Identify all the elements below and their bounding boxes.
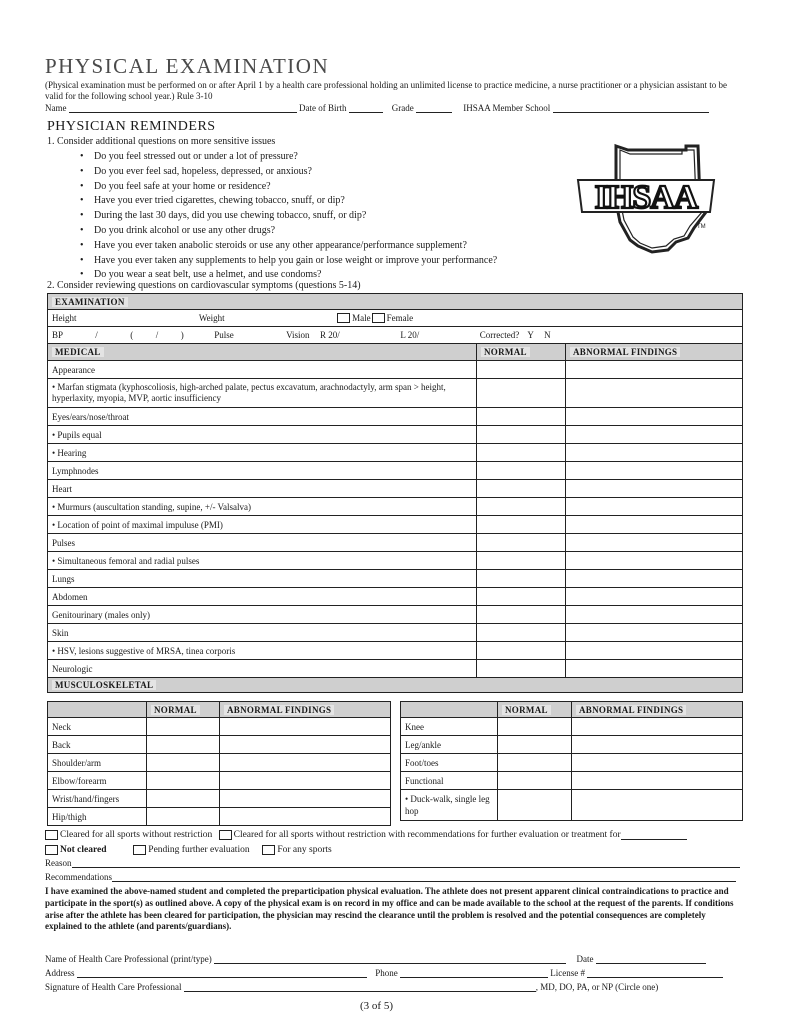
abnormal-cell[interactable] — [572, 790, 743, 821]
dob-label: Date of Birth — [299, 103, 347, 113]
normal-cell[interactable] — [498, 718, 572, 736]
table-row — [48, 408, 743, 426]
blank-header — [401, 702, 498, 718]
abnormal-cell[interactable] — [572, 736, 743, 754]
any-sports-label: For any sports — [277, 845, 332, 856]
row-label: Functional — [401, 772, 498, 790]
abnormal-cell[interactable] — [566, 462, 743, 480]
musculoskeletal-left-table — [47, 701, 391, 826]
cleared-label: Cleared for all sports without restriction — [60, 830, 213, 841]
bp-label: BP — [52, 330, 63, 340]
abnormal-cell[interactable] — [220, 754, 391, 772]
vision-label: Vision — [286, 330, 310, 340]
treatment-for-field[interactable] — [621, 830, 687, 840]
row-label: Neck — [48, 718, 147, 736]
reason-field[interactable] — [72, 858, 740, 868]
abnormal-cell[interactable] — [566, 660, 743, 678]
normal-cell[interactable] — [477, 498, 566, 516]
address-label: Address — [45, 968, 75, 978]
abnormal-cell[interactable] — [572, 754, 743, 772]
normal-cell[interactable] — [498, 754, 572, 772]
musculo-abnormal-header: ABNORMAL FINDINGS — [572, 702, 743, 718]
recommendations-label: Recommendations — [45, 872, 112, 882]
phone-field[interactable] — [400, 968, 548, 978]
date-field[interactable] — [596, 954, 706, 964]
row-label: Hip/thigh — [48, 808, 147, 826]
row-label: Lungs — [48, 570, 477, 588]
logo-tm: TM — [697, 224, 706, 230]
row-label: • Pupils equal — [48, 426, 477, 444]
page-number: (3 of 5) — [360, 1000, 393, 1012]
medical-header: MEDICAL — [48, 344, 477, 361]
abnormal-cell[interactable] — [572, 772, 743, 790]
row-label: Abdomen — [48, 588, 477, 606]
school-field[interactable] — [553, 103, 709, 113]
provider-name-field[interactable] — [214, 954, 566, 964]
table-row — [48, 444, 743, 462]
table-row — [401, 754, 743, 772]
license-label: License # — [550, 968, 585, 978]
female-checkbox[interactable] — [372, 313, 385, 323]
table-row — [48, 570, 743, 588]
recommendations-line — [45, 872, 743, 882]
abnormal-cell[interactable] — [566, 606, 743, 624]
abnormal-cell[interactable] — [220, 736, 391, 754]
abnormal-cell[interactable] — [566, 408, 743, 426]
reason-line — [45, 858, 743, 868]
table-row — [401, 790, 743, 821]
row-label: • Hearing — [48, 444, 477, 462]
list-item: • Do you drink alcohol or use any other drugs? — [80, 224, 497, 239]
bp-slash: / — [95, 330, 98, 340]
name-label: Name — [45, 103, 67, 113]
bp-paren-open: ( — [130, 330, 134, 340]
reminder-item-1: 1. Consider additional questions on more sensitive issues — [47, 136, 276, 147]
list-item: • During the last 30 days, did you use chewing tobacco, snuff, or dip? — [80, 209, 497, 224]
male-checkbox[interactable] — [337, 313, 350, 323]
table-row — [48, 736, 391, 754]
normal-cell[interactable] — [477, 379, 566, 408]
row-label: Heart — [48, 480, 477, 498]
table-row — [401, 718, 743, 736]
table-row — [48, 790, 391, 808]
musculo-abnormal-header: ABNORMAL FINDINGS — [220, 702, 391, 718]
table-row — [48, 462, 743, 480]
school-label: IHSAA Member School — [463, 103, 551, 113]
exam-validity-note: (Physical examination must be performed on or after April 1 by a health care professional holding an unlimited license to practice medicine, a nurse practitioner or a physician assistant to be valid for the following school year.) Rule 3-10 — [45, 80, 728, 101]
musculoskeletal-right-table — [400, 701, 743, 821]
table-row — [48, 808, 391, 826]
table-row — [48, 588, 743, 606]
normal-cell[interactable] — [477, 444, 566, 462]
table-row — [48, 480, 743, 498]
normal-cell[interactable] — [147, 772, 220, 790]
row-label: Genitourinary (males only) — [48, 606, 477, 624]
certification-statement: I have examined the above-named student and completed the preparticipation physical evaluation. The athlete does not present apparent clinical contraindications to practice and participate in the sport(s) as outlined above. A copy of the physical exam is on record in my office and can be made available to the school at the request of the parents. If conditions arise after the athlete has been cleared for participation, the physician may rescind the clearance until the problem is resolved and the potential consequences are completely explained to the athlete (and parents/guardians). — [45, 886, 734, 932]
ihsaa-logo — [576, 142, 716, 257]
page-title: PHYSICAL EXAMINATION — [45, 54, 330, 78]
vision-left-label: L 20/ — [400, 330, 420, 340]
normal-cell[interactable] — [477, 516, 566, 534]
license-field[interactable] — [587, 968, 723, 978]
bp-vision-row — [48, 327, 743, 344]
musculo-normal-header: NORMAL — [147, 702, 220, 718]
row-label: Wrist/hand/fingers — [48, 790, 147, 808]
pulse-label: Pulse — [214, 330, 234, 340]
abnormal-cell[interactable] — [220, 718, 391, 736]
provider-name-line — [45, 954, 745, 964]
height-weight-row — [48, 310, 743, 327]
vision-right-label: R 20/ — [320, 330, 340, 340]
signature-line — [45, 982, 745, 992]
table-row — [48, 772, 391, 790]
table-row — [48, 642, 743, 660]
table-row — [48, 660, 743, 678]
table-row — [401, 736, 743, 754]
pending-checkbox[interactable] — [133, 845, 146, 855]
normal-cell[interactable] — [477, 534, 566, 552]
list-item: • Have you ever tried cigarettes, chewing tobacco, snuff, or dip? — [80, 194, 497, 209]
table-row — [48, 379, 743, 408]
any-sports-checkbox[interactable] — [262, 845, 275, 855]
row-label: • Marfan stigmata (kyphoscoliosis, high-arched palate, pectus excavatum, arachnodactyly, arm span > height, hyperlaxity, myopia, MVP, aortic insufficiency — [48, 379, 477, 408]
grade-label: Grade — [391, 103, 414, 113]
signature-field[interactable] — [184, 982, 536, 992]
table-row — [48, 718, 391, 736]
cleared-checkbox[interactable] — [45, 830, 58, 840]
examination-table — [47, 293, 743, 693]
row-label: • HSV, lesions suggestive of MRSA, tinea corporis — [48, 642, 477, 660]
normal-cell[interactable] — [477, 570, 566, 588]
normal-cell[interactable] — [477, 361, 566, 379]
date-label: Date — [576, 954, 594, 964]
abnormal-cell[interactable] — [566, 361, 743, 379]
abnormal-cell[interactable] — [566, 642, 743, 660]
list-item: • Have you ever taken anabolic steroids or use any other appearance/performance supplement? — [80, 239, 497, 254]
list-item: • Do you feel safe at your home or residence? — [80, 180, 497, 195]
table-row — [48, 361, 743, 379]
bp-paren-close: ) — [180, 330, 184, 340]
abnormal-cell[interactable] — [566, 379, 743, 408]
list-item: • Do you ever feel sad, hopeless, depressed, or anxious? — [80, 165, 497, 180]
abnormal-cell[interactable] — [220, 808, 391, 826]
logo-text: IHSAA — [594, 179, 698, 216]
row-label: Shoulder/arm — [48, 754, 147, 772]
student-info-line — [45, 103, 745, 113]
female-label: Female — [386, 312, 414, 323]
dob-field[interactable] — [349, 103, 383, 113]
row-label: Elbow/forearm — [48, 772, 147, 790]
abnormal-cell[interactable] — [566, 552, 743, 570]
phone-label: Phone — [375, 968, 398, 978]
cleared-with-recommendations-label: Cleared for all sports without restriction with recommendations for further evaluation or treatment for — [233, 830, 621, 841]
table-row — [48, 606, 743, 624]
abnormal-cell[interactable] — [566, 480, 743, 498]
abnormal-cell[interactable] — [566, 426, 743, 444]
row-label: Appearance — [48, 361, 477, 379]
abnormal-cell[interactable] — [566, 570, 743, 588]
table-row — [48, 534, 743, 552]
normal-cell[interactable] — [477, 642, 566, 660]
normal-cell[interactable] — [498, 772, 572, 790]
provider-name-label: Name of Health Care Professional (print/type) — [45, 954, 212, 964]
list-item: • Do you feel stressed out or under a lot of pressure? — [80, 150, 497, 165]
abnormal-cell[interactable] — [220, 790, 391, 808]
recommendations-field[interactable] — [112, 872, 736, 882]
male-label: Male — [352, 312, 371, 323]
list-item: • Have you ever taken any supplements to help you gain or lose weight or improve your performance? — [80, 254, 497, 269]
row-label: • Location of point of maximal impuluse (PMI) — [48, 516, 477, 534]
normal-cell[interactable] — [147, 718, 220, 736]
normal-cell[interactable] — [477, 408, 566, 426]
medical-normal-header: NORMAL — [477, 344, 566, 361]
not-cleared-label: Not cleared — [60, 845, 107, 856]
table-row — [48, 498, 743, 516]
corrected-yes[interactable]: Y — [527, 330, 534, 340]
row-label: Back — [48, 736, 147, 754]
normal-cell[interactable] — [477, 660, 566, 678]
table-row — [401, 772, 743, 790]
medical-abnormal-header: ABNORMAL FINDINGS — [566, 344, 743, 361]
abnormal-cell[interactable] — [566, 516, 743, 534]
normal-cell[interactable] — [147, 808, 220, 826]
normal-cell[interactable] — [498, 790, 572, 821]
row-label: Lymphnodes — [48, 462, 477, 480]
height-label: Height — [52, 312, 77, 323]
corrected-no[interactable]: N — [544, 330, 551, 340]
signature-label: Signature of Health Care Professional — [45, 982, 182, 992]
table-row — [48, 516, 743, 534]
blank-header — [48, 702, 147, 718]
grade-field[interactable] — [416, 103, 452, 113]
address-line — [45, 968, 745, 978]
examination-header: EXAMINATION — [48, 294, 743, 310]
abnormal-cell[interactable] — [572, 718, 743, 736]
normal-cell[interactable] — [477, 588, 566, 606]
row-label: • Murmurs (auscultation standing, supine, +/- Valsalva) — [48, 498, 477, 516]
abnormal-cell[interactable] — [566, 498, 743, 516]
abnormal-cell[interactable] — [566, 534, 743, 552]
reason-label: Reason — [45, 858, 72, 868]
bp-slash-2: / — [155, 330, 159, 340]
weight-label: Weight — [198, 312, 225, 323]
pending-label: Pending further evaluation — [148, 845, 250, 856]
row-label: • Simultaneous femoral and radial pulses — [48, 552, 477, 570]
normal-cell[interactable] — [147, 736, 220, 754]
table-row — [48, 754, 391, 772]
corrected-label: Corrected? — [479, 330, 520, 340]
row-label: Pulses — [48, 534, 477, 552]
musculo-normal-header: NORMAL — [498, 702, 572, 718]
row-label: Skin — [48, 624, 477, 642]
normal-cell[interactable] — [477, 552, 566, 570]
row-label: Neurologic — [48, 660, 477, 678]
name-field[interactable] — [69, 103, 297, 113]
list-item: • Do you wear a seat belt, use a helmet, and use condoms? — [80, 268, 497, 283]
address-field[interactable] — [77, 968, 367, 978]
normal-cell[interactable] — [147, 754, 220, 772]
row-label: • Duck-walk, single leg hop — [401, 790, 498, 821]
credentials-label: , MD, DO, PA, or NP (Circle one) — [535, 982, 659, 992]
normal-cell[interactable] — [477, 480, 566, 498]
abnormal-cell[interactable] — [566, 624, 743, 642]
not-cleared-checkbox[interactable] — [45, 845, 58, 855]
clearance-line-2 — [45, 845, 332, 855]
table-row — [48, 552, 743, 570]
normal-cell[interactable] — [147, 790, 220, 808]
table-row — [48, 426, 743, 444]
musculoskeletal-header: MUSCULOSKELETAL — [48, 678, 743, 693]
normal-cell[interactable] — [477, 606, 566, 624]
sensitive-questions-list — [80, 150, 497, 283]
reminders-heading: PHYSICIAN REMINDERS — [47, 119, 216, 134]
normal-cell[interactable] — [477, 624, 566, 642]
abnormal-cell[interactable] — [566, 588, 743, 606]
row-label: Leg/ankle — [401, 736, 498, 754]
reminder-item-2: 2. Consider reviewing questions on cardiovascular symptoms (questions 5-14) — [47, 280, 361, 291]
table-row — [48, 624, 743, 642]
normal-cell[interactable] — [498, 736, 572, 754]
row-label: Eyes/ears/nose/throat — [48, 408, 477, 426]
abnormal-cell[interactable] — [566, 444, 743, 462]
row-label: Foot/toes — [401, 754, 498, 772]
normal-cell[interactable] — [477, 462, 566, 480]
row-label: Knee — [401, 718, 498, 736]
cleared-with-recommendations-checkbox[interactable] — [219, 830, 232, 840]
clearance-line-1 — [45, 830, 745, 840]
normal-cell[interactable] — [477, 426, 566, 444]
abnormal-cell[interactable] — [220, 772, 391, 790]
